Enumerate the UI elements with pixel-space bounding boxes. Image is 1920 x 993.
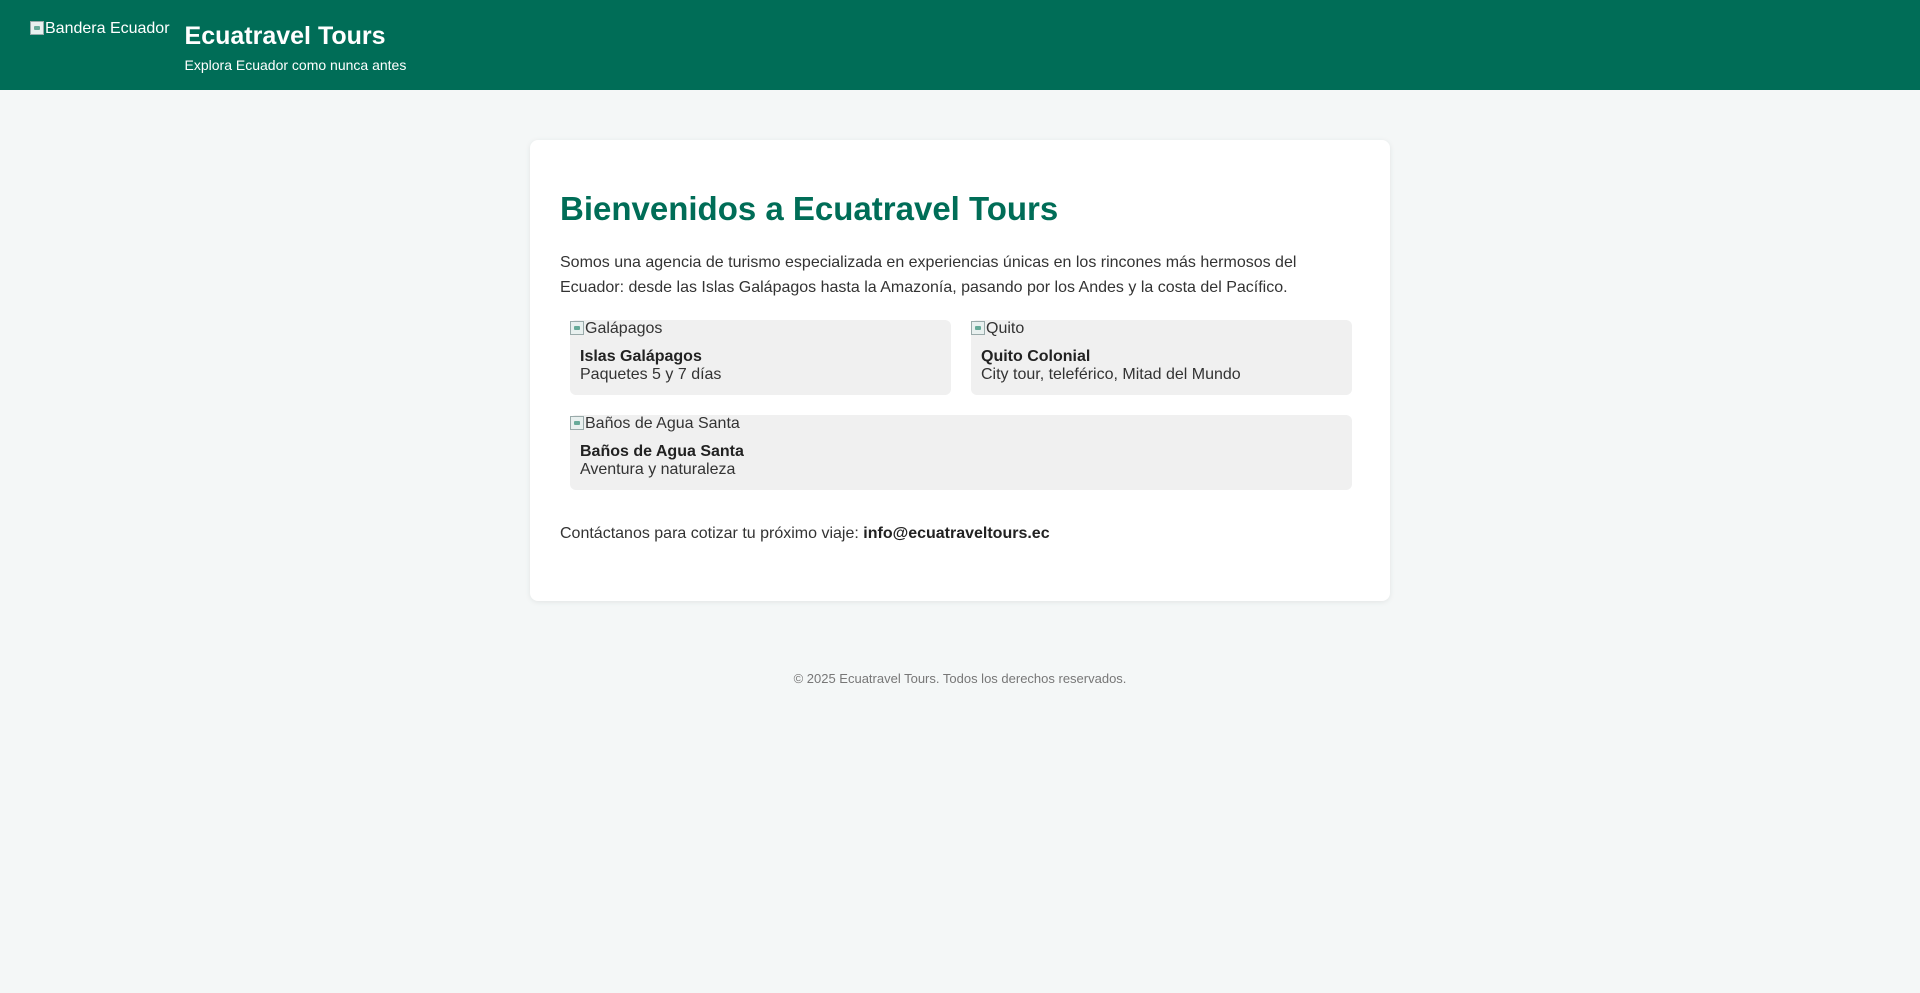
- tour-image: [570, 320, 951, 338]
- tour-name: Islas Galápagos: [580, 348, 702, 365]
- contact-line: [560, 525, 1360, 543]
- tour-image: [570, 415, 1352, 433]
- tour-description: City tour, teleférico, Mitad del Mundo: [981, 366, 1241, 383]
- welcome-card: [530, 140, 1390, 601]
- broken-image-icon: [570, 416, 584, 430]
- tour-image-alt: Galápagos: [585, 320, 663, 337]
- tour-description: Aventura y naturaleza: [580, 461, 736, 478]
- tour-image: [971, 320, 1352, 338]
- site-footer: © 2025 Ecuatravel Tours. Todos los derechos reservados.: [793, 671, 1127, 686]
- site-header: [0, 0, 1920, 90]
- broken-image-icon: [971, 321, 985, 335]
- tour-name: Quito Colonial: [981, 348, 1091, 365]
- contact-prefix: Contáctanos para cotizar tu próximo viaje:: [560, 525, 859, 542]
- broken-image-icon: [570, 321, 584, 335]
- site-tagline: Explora Ecuador como nunca antes: [184, 57, 407, 73]
- tour-image-alt: Baños de Agua Santa: [585, 415, 740, 432]
- intro-text: Somos una agencia de turismo especializada en experiencias únicas en los rincones más hermosos del Ecuador: desde las Islas Galápagos hasta la Amazonía, pasando por los Andes y la costa del Pacífico.: [560, 254, 1297, 296]
- flag-image: [30, 20, 170, 38]
- tour-card-quito[interactable]: [971, 320, 1352, 395]
- tour-description: Paquetes 5 y 7 días: [580, 366, 722, 383]
- contact-email[interactable]: info@ecuatraveltours.ec: [863, 525, 1050, 542]
- site-title: Ecuatravel Tours: [184, 22, 386, 50]
- page-title: Bienvenidos a Ecuatravel Tours: [560, 190, 1059, 227]
- broken-image-icon: [30, 21, 44, 35]
- tour-image-alt: Quito: [986, 320, 1025, 337]
- tour-name: Baños de Agua Santa: [580, 443, 744, 460]
- tour-card-galapagos[interactable]: [570, 320, 951, 395]
- tour-card-banos[interactable]: [570, 415, 1352, 490]
- brand: [185, 20, 407, 73]
- tour-list: [560, 320, 1360, 490]
- flag-image-alt: Bandera Ecuador: [45, 20, 170, 37]
